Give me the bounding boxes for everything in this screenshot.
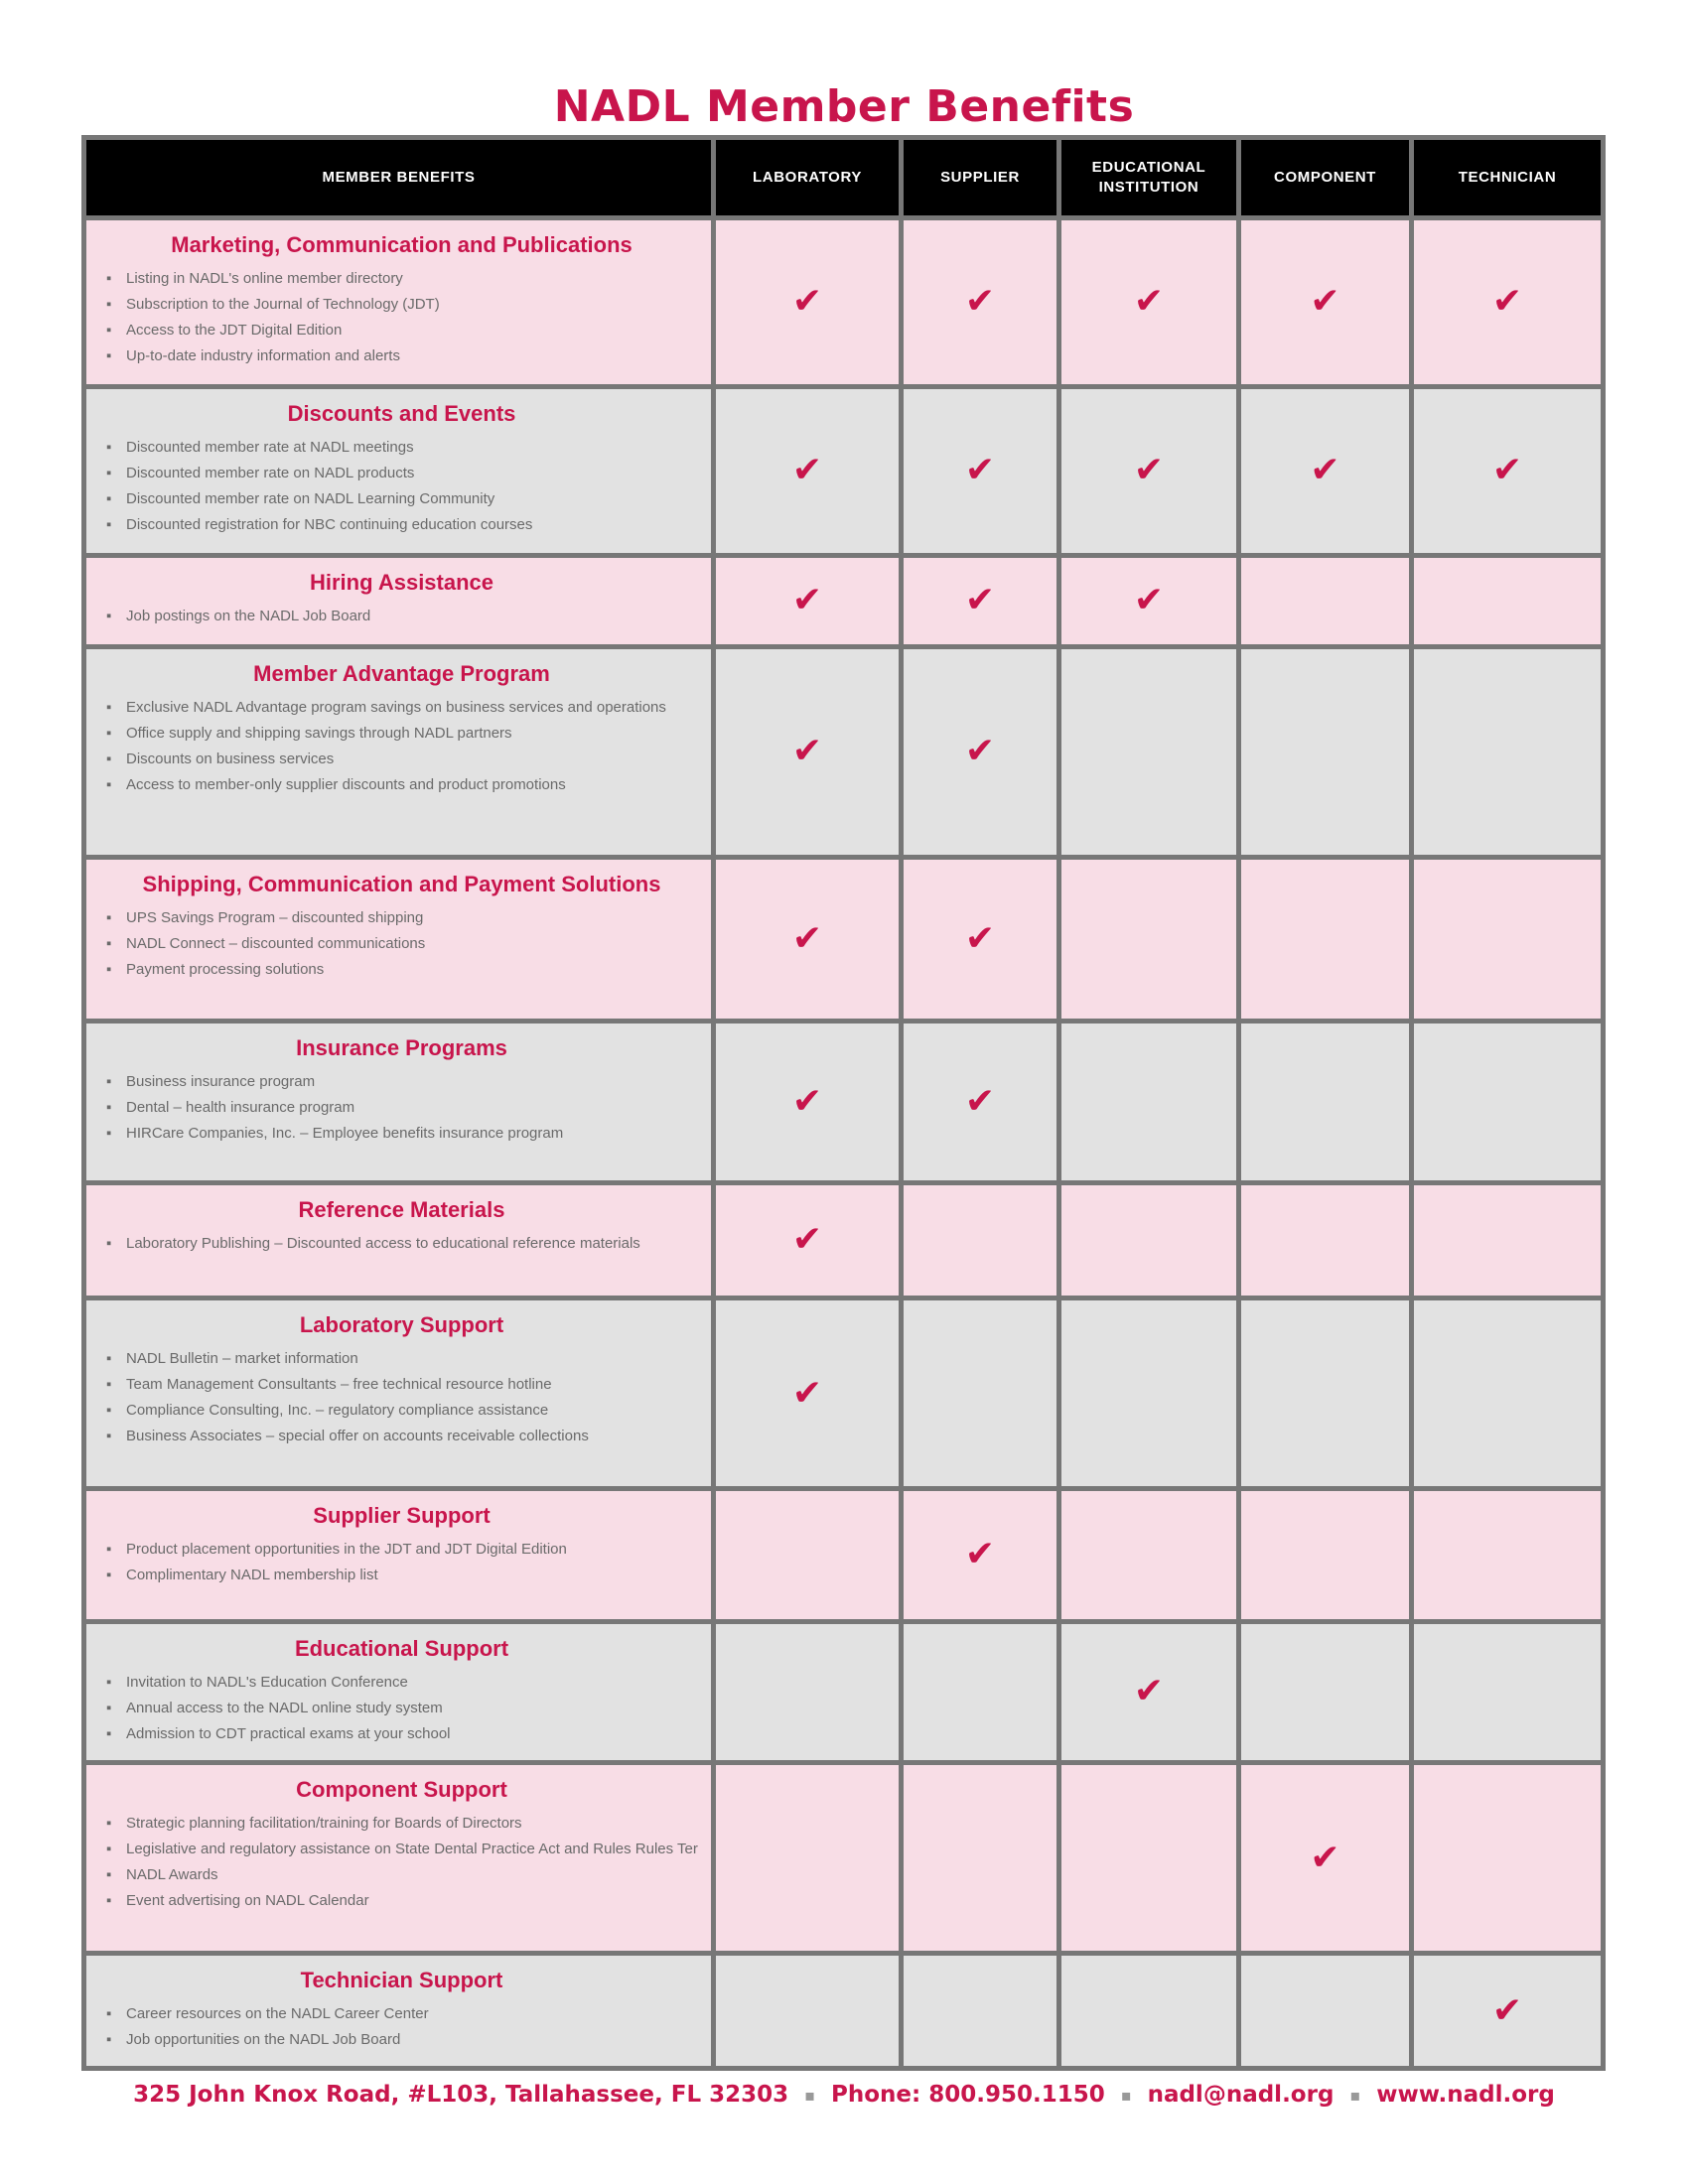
- checkmark-icon: ✔: [964, 450, 996, 491]
- check-cell-educational-institution: [1059, 1021, 1239, 1182]
- check-cell-component: [1239, 386, 1412, 555]
- benefit-section-row: [84, 1021, 1604, 1182]
- checkmark-icon: ✔: [791, 731, 823, 772]
- section-heading: Discounts and Events: [287, 400, 516, 426]
- benefit-list: [102, 1670, 701, 1747]
- benefit-list: [102, 604, 701, 629]
- section-heading: Supplier Support: [313, 1503, 491, 1529]
- checkmark-icon: ✔: [1491, 1989, 1523, 2031]
- benefit-section-row: [84, 1763, 1604, 1954]
- check-cell-technician: [1412, 858, 1604, 1022]
- checkmark-icon: ✔: [964, 1534, 996, 1575]
- section-heading: Hiring Assistance: [309, 569, 494, 595]
- footer-separator: ▪: [1120, 2086, 1132, 2105]
- section-cell: [84, 1489, 714, 1621]
- check-cell-component: [1239, 1954, 1412, 2069]
- benefit-section-row: [84, 218, 1604, 387]
- benefit-list: [102, 695, 701, 798]
- check-cell-laboratory: [714, 1298, 902, 1489]
- check-cell-laboratory: [714, 1182, 902, 1298]
- section-cell: [84, 1621, 714, 1763]
- benefit-section-row: [84, 555, 1604, 646]
- checkmark-icon: ✔: [791, 1372, 823, 1414]
- check-cell-laboratory: [714, 858, 902, 1022]
- checkmark-icon: ✔: [791, 1080, 823, 1122]
- checkmark-icon: ✔: [964, 1080, 996, 1122]
- table-header-row: [84, 138, 1604, 218]
- section-cell: [84, 1954, 714, 2069]
- benefit-list: [102, 1069, 701, 1147]
- section-heading: Educational Support: [294, 1635, 509, 1661]
- check-cell-component: [1239, 646, 1412, 858]
- check-cell-educational-institution: [1059, 1621, 1239, 1763]
- benefit-item: ▪ HIRCare Companies, Inc. – Employee benefits insurance program: [102, 1121, 701, 1147]
- check-cell-technician: [1412, 555, 1604, 646]
- benefit-item: ▪ Product placement opportunities in the JDT and JDT Digital Edition: [102, 1537, 701, 1563]
- check-cell-educational-institution: [1059, 1489, 1239, 1621]
- check-cell-component: [1239, 555, 1412, 646]
- benefit-list: [102, 1231, 701, 1257]
- benefit-item: ▪ Business Associates – special offer on accounts receivable collections: [102, 1424, 701, 1449]
- check-cell-educational-institution: [1059, 1182, 1239, 1298]
- check-cell-component: [1239, 1298, 1412, 1489]
- benefit-item: ▪ Legislative and regulatory assistance on State Dental Practice Act and Rules Rules Ter: [102, 1837, 701, 1862]
- benefit-list: [102, 1537, 701, 1588]
- check-cell-supplier: [902, 1621, 1059, 1763]
- check-cell-technician: [1412, 1621, 1604, 1763]
- check-cell-educational-institution: [1059, 386, 1239, 555]
- check-cell-educational-institution: [1059, 646, 1239, 858]
- checkmark-icon: ✔: [1310, 1837, 1340, 1878]
- benefit-item: ▪ Dental – health insurance program: [102, 1095, 701, 1121]
- checkmark-icon: ✔: [791, 450, 823, 491]
- check-cell-supplier: [902, 646, 1059, 858]
- benefit-item: ▪ Annual access to the NADL online study system: [102, 1696, 701, 1721]
- check-cell-laboratory: [714, 646, 902, 858]
- checkmark-icon: ✔: [791, 918, 823, 960]
- check-cell-component: [1239, 1021, 1412, 1182]
- checkmark-icon: ✔: [1133, 580, 1165, 621]
- benefit-item: ▪ NADL Connect – discounted communications: [102, 931, 701, 957]
- check-cell-educational-institution: [1059, 1763, 1239, 1954]
- benefit-item: ▪ Payment processing solutions: [102, 957, 701, 983]
- section-heading: Laboratory Support: [299, 1312, 504, 1338]
- section-cell: [84, 1763, 714, 1954]
- header-educational-line2: INSTITUTION: [1098, 179, 1199, 196]
- checkmark-icon: ✔: [1310, 281, 1340, 323]
- benefit-item: ▪ NADL Bulletin – market information: [102, 1346, 701, 1372]
- section-cell: [84, 1298, 714, 1489]
- check-cell-supplier: [902, 555, 1059, 646]
- benefit-item: ▪ Team Management Consultants – free technical resource hotline: [102, 1372, 701, 1398]
- benefit-list: [102, 266, 701, 369]
- check-cell-laboratory: [714, 218, 902, 387]
- section-heading: Insurance Programs: [296, 1034, 507, 1060]
- check-cell-supplier: [902, 858, 1059, 1022]
- section-cell: [84, 218, 714, 387]
- benefit-item: ▪ UPS Savings Program – discounted shipping: [102, 905, 701, 931]
- check-cell-supplier: [902, 218, 1059, 387]
- benefit-list: [102, 2001, 701, 2053]
- checkmark-icon: ✔: [791, 1219, 823, 1261]
- section-cell: [84, 858, 714, 1022]
- check-cell-laboratory: [714, 555, 902, 646]
- section-heading: Component Support: [296, 1777, 507, 1803]
- benefit-item: ▪ Laboratory Publishing – Discounted access to educational reference materials: [102, 1231, 701, 1257]
- benefit-list: [102, 905, 701, 983]
- check-cell-educational-institution: [1059, 218, 1239, 387]
- checkmark-icon: ✔: [964, 918, 996, 960]
- benefits-body: [84, 218, 1604, 2069]
- benefit-item: ▪ Strategic planning facilitation/training for Boards of Directors: [102, 1811, 701, 1837]
- section-heading: Reference Materials: [298, 1196, 505, 1222]
- benefit-item: ▪ Listing in NADL's online member directory: [102, 266, 701, 292]
- check-cell-supplier: [902, 1954, 1059, 2069]
- footer-separator: ▪: [804, 2086, 815, 2105]
- check-cell-laboratory: [714, 1954, 902, 2069]
- benefit-item: ▪ Career resources on the NADL Career Center: [102, 2001, 701, 2027]
- check-cell-supplier: [902, 1489, 1059, 1621]
- checkmark-icon: ✔: [1491, 281, 1523, 323]
- benefit-item: ▪ Access to the JDT Digital Edition: [102, 318, 701, 343]
- benefit-item: ▪ Up-to-date industry information and alerts: [102, 343, 701, 369]
- check-cell-technician: [1412, 1182, 1604, 1298]
- checkmark-icon: ✔: [1491, 450, 1523, 491]
- section-heading: Marketing, Communication and Publications: [171, 232, 633, 257]
- benefit-item: ▪ Business insurance program: [102, 1069, 701, 1095]
- check-cell-supplier: [902, 1298, 1059, 1489]
- check-cell-technician: [1412, 1763, 1604, 1954]
- header-member-benefits: MEMBER BENEFITS: [84, 138, 714, 218]
- benefit-section-row: [84, 1954, 1604, 2069]
- check-cell-component: [1239, 858, 1412, 1022]
- check-cell-technician: [1412, 1298, 1604, 1489]
- benefit-section-row: [84, 1489, 1604, 1621]
- benefit-item: ▪ Event advertising on NADL Calendar: [102, 1888, 701, 1914]
- section-cell: [84, 1021, 714, 1182]
- header-supplier: SUPPLIER: [902, 138, 1059, 218]
- section-cell: [84, 1182, 714, 1298]
- benefit-item: ▪ Discounts on business services: [102, 747, 701, 772]
- check-cell-technician: [1412, 1489, 1604, 1621]
- header-educational-institution: [1059, 138, 1239, 218]
- check-cell-supplier: [902, 1021, 1059, 1182]
- check-cell-component: [1239, 1182, 1412, 1298]
- checkmark-icon: ✔: [791, 281, 823, 323]
- check-cell-supplier: [902, 386, 1059, 555]
- benefit-item: ▪ Compliance Consulting, Inc. – regulatory compliance assistance: [102, 1398, 701, 1424]
- header-technician: TECHNICIAN: [1412, 138, 1604, 218]
- check-cell-component: [1239, 218, 1412, 387]
- check-cell-laboratory: [714, 1621, 902, 1763]
- benefit-list: [102, 1811, 701, 1914]
- check-cell-component: [1239, 1621, 1412, 1763]
- footer-phone: Phone: 800.950.1150: [831, 2082, 1105, 2108]
- footer-website-link[interactable]: www.nadl.org: [1376, 2082, 1555, 2108]
- benefit-list: [102, 1346, 701, 1449]
- checkmark-icon: ✔: [1133, 281, 1165, 323]
- benefit-item: ▪ Office supply and shipping savings through NADL partners: [102, 721, 701, 747]
- section-cell: [84, 386, 714, 555]
- check-cell-laboratory: [714, 1021, 902, 1182]
- section-cell: [84, 646, 714, 858]
- benefit-item: ▪ Access to member-only supplier discounts and product promotions: [102, 772, 701, 798]
- check-cell-technician: [1412, 218, 1604, 387]
- check-cell-educational-institution: [1059, 858, 1239, 1022]
- footer-email-link[interactable]: nadl@nadl.org: [1147, 2082, 1335, 2108]
- check-cell-technician: [1412, 646, 1604, 858]
- benefit-section-row: [84, 1298, 1604, 1489]
- checkmark-icon: ✔: [791, 580, 823, 621]
- page-title: NADL Member Benefits: [553, 81, 1135, 132]
- check-cell-educational-institution: [1059, 1954, 1239, 2069]
- benefit-item: ▪ Discounted member rate on NADL products: [102, 461, 701, 486]
- benefit-item: ▪ Job postings on the NADL Job Board: [102, 604, 701, 629]
- check-cell-laboratory: [714, 386, 902, 555]
- header-component: COMPONENT: [1239, 138, 1412, 218]
- benefit-section-row: [84, 646, 1604, 858]
- check-cell-technician: [1412, 1021, 1604, 1182]
- benefit-item: ▪ Subscription to the Journal of Technology (JDT): [102, 292, 701, 318]
- benefit-item: ▪ Exclusive NADL Advantage program savings on business services and operations: [102, 695, 701, 721]
- benefit-item: ▪ Complimentary NADL membership list: [102, 1563, 701, 1588]
- footer-address: 325 John Knox Road, #L103, Tallahassee, FL 32303: [133, 2082, 789, 2108]
- benefits-table: [81, 135, 1606, 2071]
- benefit-section-row: [84, 1621, 1604, 1763]
- section-heading: Member Advantage Program: [253, 660, 550, 686]
- check-cell-educational-institution: [1059, 1298, 1239, 1489]
- check-cell-supplier: [902, 1763, 1059, 1954]
- checkmark-icon: ✔: [1133, 450, 1165, 491]
- benefit-item: ▪ Invitation to NADL's Education Conference: [102, 1670, 701, 1696]
- check-cell-component: [1239, 1489, 1412, 1621]
- checkmark-icon: ✔: [1310, 450, 1340, 491]
- check-cell-technician: [1412, 1954, 1604, 2069]
- checkmark-icon: ✔: [964, 281, 996, 323]
- check-cell-supplier: [902, 1182, 1059, 1298]
- check-cell-component: [1239, 1763, 1412, 1954]
- benefit-item: ▪ NADL Awards: [102, 1862, 701, 1888]
- benefit-item: ▪ Discounted member rate at NADL meetings: [102, 435, 701, 461]
- checkmark-icon: ✔: [964, 731, 996, 772]
- benefit-section-row: [84, 386, 1604, 555]
- benefit-item: ▪ Discounted member rate on NADL Learning Community: [102, 486, 701, 512]
- checkmark-icon: ✔: [964, 580, 996, 621]
- footer: [0, 2082, 1688, 2108]
- footer-separator: ▪: [1349, 2086, 1361, 2105]
- check-cell-educational-institution: [1059, 555, 1239, 646]
- check-cell-technician: [1412, 386, 1604, 555]
- header-educational-line1: EDUCATIONAL: [1091, 158, 1206, 176]
- section-heading: Shipping, Communication and Payment Solutions: [142, 872, 661, 897]
- checkmark-icon: ✔: [1133, 1671, 1165, 1712]
- benefit-list: [102, 435, 701, 538]
- benefit-item: ▪ Job opportunities on the NADL Job Board: [102, 2027, 701, 2053]
- header-laboratory: LABORATORY: [714, 138, 902, 218]
- section-cell: [84, 555, 714, 646]
- check-cell-laboratory: [714, 1489, 902, 1621]
- benefit-item: ▪ Discounted registration for NBC continuing education courses: [102, 512, 701, 538]
- benefit-section-row: [84, 1182, 1604, 1298]
- benefit-section-row: [84, 858, 1604, 1022]
- check-cell-laboratory: [714, 1763, 902, 1954]
- section-heading: Technician Support: [300, 1968, 503, 1993]
- benefit-item: ▪ Admission to CDT practical exams at your school: [102, 1721, 701, 1747]
